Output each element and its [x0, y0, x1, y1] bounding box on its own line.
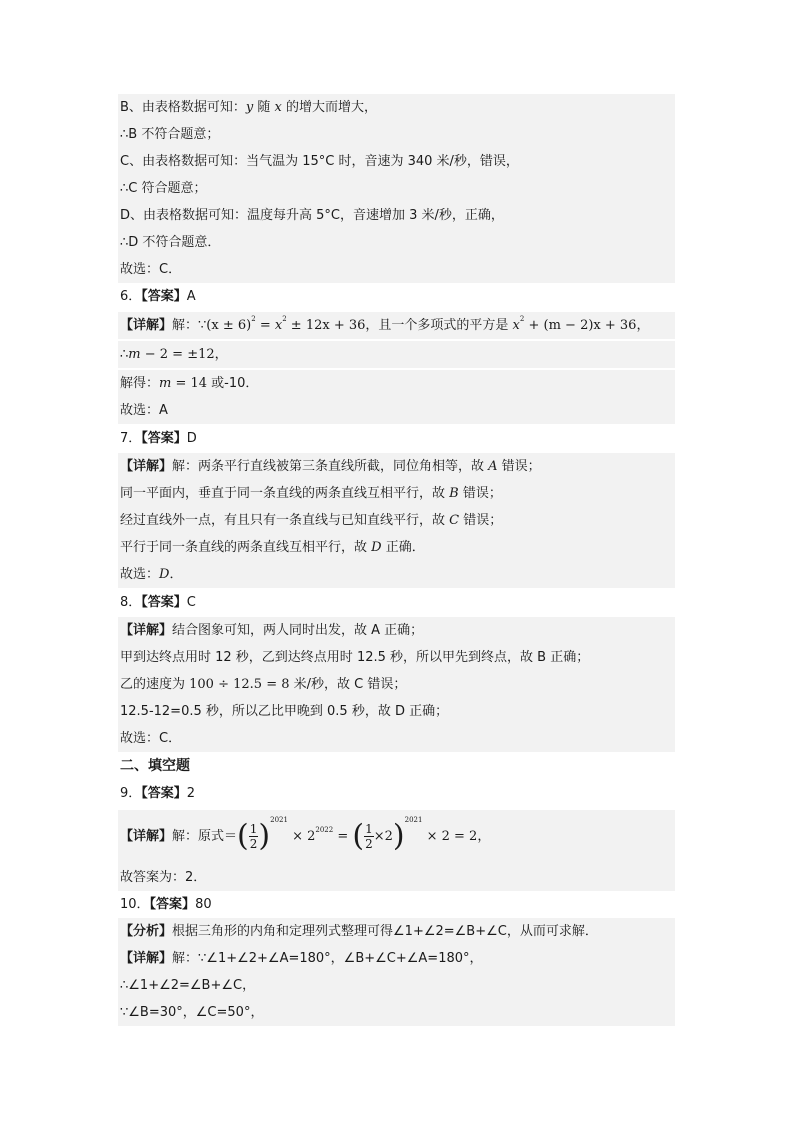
- text-line: C、由表格数据可知：当气温为 15°C 时，音速为 340 米/秒，错误，: [118, 148, 675, 175]
- fraction: $\frac{1}{2}$: [249, 822, 258, 851]
- text-line: 平行于同一条直线的两条直线互相平行，故 D 正确．: [118, 534, 675, 561]
- text-line: 【分析】根据三角形的内角和定理列式整理可得∠1+∠2=∠B+∠C，从而可求解．: [118, 918, 675, 945]
- right-paren: ): [258, 818, 271, 854]
- text-line: D、由表格数据可知：温度每升高 5°C，音速增加 3 米/秒，正确，: [118, 202, 675, 229]
- text-line: ∵∠B=30°，∠C=50°，: [118, 999, 675, 1026]
- text-line: B、由表格数据可知：y 随 x 的增大而增大，: [118, 94, 675, 121]
- text-line: 乙的速度为 100 ÷ 12.5 = 8 米/秒，故 C 错误；: [118, 671, 675, 698]
- text-line: ∴∠1+∠2=∠B+∠C，: [118, 972, 675, 999]
- text-line: 【详解】结合图象可知，两人同时出发，故 A 正确；: [118, 617, 675, 644]
- answer-heading: 7．【答案】D: [120, 431, 197, 446]
- right-paren: ): [392, 818, 405, 854]
- text-line: 甲到达终点用时 12 秒，乙到达终点用时 12.5 秒，所以甲先到终点，故 B 正确；: [118, 644, 675, 671]
- fraction: $\frac{1}{2}$: [365, 822, 373, 851]
- text-line: 解得：m = 14 或-10．: [118, 370, 675, 397]
- section-title: 二、填空题: [120, 758, 190, 774]
- text-line: ∴C 符合题意；: [118, 175, 675, 202]
- text-line: 故选：A: [118, 397, 675, 424]
- text-line: 【详解】解：两条平行直线被第三条直线所截，同位角相等，故 A 错误；: [118, 453, 675, 480]
- text-line: 故答案为：2．: [118, 864, 675, 891]
- text-line: 经过直线外一点，有且只有一条直线与已知直线平行，故 C 错误；: [118, 507, 675, 534]
- answer-heading: 6．【答案】A: [120, 289, 196, 304]
- text-line: 故选：D．: [118, 561, 675, 588]
- text-line: 故选：C．: [118, 725, 675, 752]
- left-paren: (: [237, 818, 249, 854]
- text-line: ∴D 不符合题意．: [118, 229, 675, 256]
- answer-heading: 8．【答案】C: [120, 595, 196, 610]
- text-line: 12.5-12=0.5 秒，所以乙比甲晚到 0.5 秒，故 D 正确；: [118, 698, 675, 725]
- text-line: ∴m − 2 = ±12，: [118, 341, 675, 368]
- text-line: 故选：C．: [118, 256, 675, 283]
- text-line: 同一平面内，垂直于同一条直线的两条直线互相平行，故 B 错误；: [118, 480, 675, 507]
- answer-heading: 10．【答案】80: [120, 897, 212, 912]
- text-line: ∴B 不符合题意；: [118, 121, 675, 148]
- text-line: 【详解】解：原式＝( $\frac{1}{2}$ )$^{2021} \times 2^{2022}$ = ( $\frac{1}{2}$ ×2)$^{2021}$ × 2 = 2，: [118, 810, 675, 864]
- text-line: 【详解】解：∵∠1+∠2+∠A=180°，∠B+∠C+∠A=180°，: [118, 945, 675, 972]
- answer-heading: 9．【答案】2: [120, 786, 196, 801]
- text-line: 【详解】解：∵(x ± $6)^2 = x^2 \pm 12x + 36$，且一个多项式的平方是 $x^2 + (m - 2)x + 36$，: [118, 312, 675, 339]
- left-paren: (: [352, 818, 365, 854]
